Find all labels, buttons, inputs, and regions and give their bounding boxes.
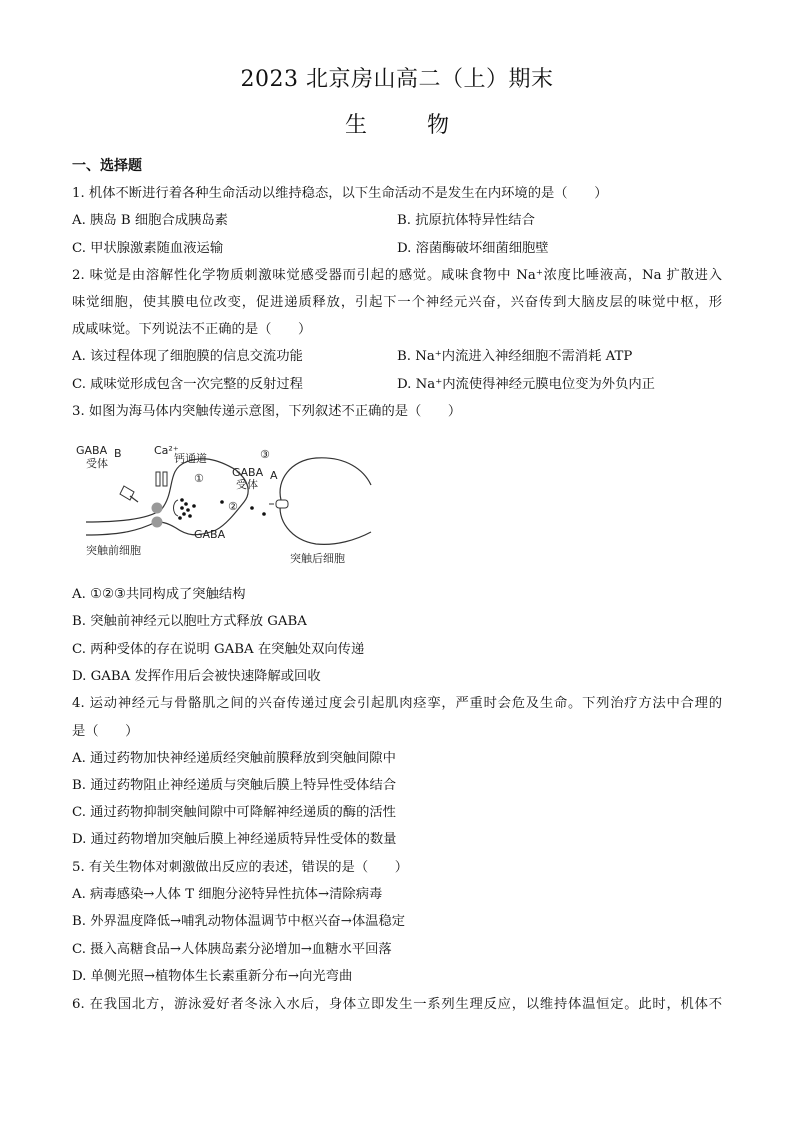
q4-line-1: 4. 运动神经元与骨骼肌之间的兴奋传递过度会引起肌肉痉挛，严重时会危及生命。下列治疗方法中合理的 [72,696,722,711]
label-2: ② [228,500,238,513]
q4-option-c: C. 通过药物抑制突触间隙中可降解神经递质的酶的活性 [72,805,396,820]
q5-option-b: B. 外界温度降低→哺乳动物体温调节中枢兴奋→体温稳定 [72,914,406,929]
presynaptic-lower-membrane [86,522,156,535]
q2-option-b: B. Na⁺内流进入神经细胞不需消耗 ATP [397,349,633,364]
q3-stem: 3. 如图为海马体内突触传递示意图，下列叙述不正确的是（ ） [72,404,462,419]
gabaa-receptor-shape [276,500,288,508]
q2-option-c: C. 咸味觉形成包含一次完整的反射过程 [72,377,303,392]
synapse-figure [76,440,376,570]
q3-option-c: C. 两种受体的存在说明 GABA 在突触处双向传递 [72,642,365,657]
gabab-sub-label: B [114,447,122,460]
presynaptic-membrane [86,459,248,535]
gabab-label: GABA [76,444,108,457]
q1-option-c: C. 甲状腺激素随血液运输 [72,241,224,256]
gabaa-sub-label: A [270,469,278,482]
ca-channel-right [163,472,167,486]
subject-title [0,108,794,139]
q2-line-3: 成咸味觉。下列说法不正确的是（ ） [72,322,312,337]
subject-char-2: 物 [427,113,450,138]
label-3: ③ [260,448,270,461]
q3-option-b: B. 突触前神经元以胞吐方式释放 GABA [72,614,307,629]
ca-channel-label: 钙通道 [174,452,207,465]
q4-line-2: 是（ ） [72,724,139,739]
ca-label: Ca²⁺ [154,444,179,457]
gabab-receptor-label: 受体 [86,457,108,470]
postsynaptic-lower-membrane [280,500,371,544]
q6-line-1: 6. 在我国北方，游泳爱好者冬泳入水后，身体立即发生一系列生理反应，以维持体温恒定。此时，机体不 [72,997,722,1012]
q5-option-a: A. 病毒感染→人体 T 细胞分泌特异性抗体→清除病毒 [72,887,383,902]
q2-line-1: 2. 味觉是由溶解性化学物质刺激味觉感受器而引起的感觉。咸味食物中 Na⁺浓度比唾液高，Na 扩散进入 [72,268,722,283]
postsynaptic-upper-membrane [280,458,371,500]
vesicle-2 [152,517,163,528]
q1-stem: 1. 机体不断进行着各种生命活动以维持稳态，以下生命活动不是发生在内环境的是（ ） [72,186,608,201]
q2-option-a: A. 该过程体现了细胞膜的信息交流功能 [72,349,303,364]
vesicle-1 [152,503,163,514]
presynaptic-label: 突触前细胞 [86,544,141,557]
q2-line-2: 味觉细胞，使其膜电位改变，促进递质释放，引起下一个神经元兴奋，兴奋传到大脑皮层的味觉中枢，形 [72,295,722,310]
q3-option-d: D. GABA 发挥作用后会被快速降解或回收 [72,669,321,684]
q4-option-b: B. 通过药物阻止神经递质与突触后膜上特异性受体结合 [72,778,397,793]
q3-option-a: A. ①②③共同构成了突触结构 [72,587,246,602]
subject-char-1: 生 [344,113,367,138]
q5-stem: 5. 有关生物体对刺激做出反应的表述，错误的是（ ） [72,860,409,875]
postsynaptic-label: 突触后细胞 [290,552,345,565]
section-heading: 一、选择题 [72,158,142,174]
q2-option-d: D. Na⁺内流使得神经元膜电位变为外负内正 [397,377,655,392]
gabaa-label: GABA [232,466,264,479]
q5-option-d: D. 单侧光照→植物体生长素重新分布→向光弯曲 [72,969,353,984]
ca-channel-left [156,472,160,486]
label-1: ① [194,472,204,485]
q4-option-a: A. 通过药物加快神经递质经突触前膜释放到突触间隙中 [72,751,396,766]
q1-option-a: A. 胰岛 B 细胞合成胰岛素 [72,213,228,228]
page-title: 2023 北京房山高二（上）期末 [240,67,554,92]
q5-option-c: C. 摄入高糖食品→人体胰岛素分泌增加→血糖水平回落 [72,942,392,957]
q1-option-d: D. 溶菌酶破坏细菌细胞壁 [397,241,549,256]
gaba-label: GABA [194,528,226,541]
gaba-molecules [178,498,266,520]
q1-option-b: B. 抗原抗体特异性结合 [397,213,535,228]
gabaa-receptor-label: 受体 [236,478,258,491]
q4-option-d: D. 通过药物增加突触后膜上神经递质特异性受体的数量 [72,832,397,847]
